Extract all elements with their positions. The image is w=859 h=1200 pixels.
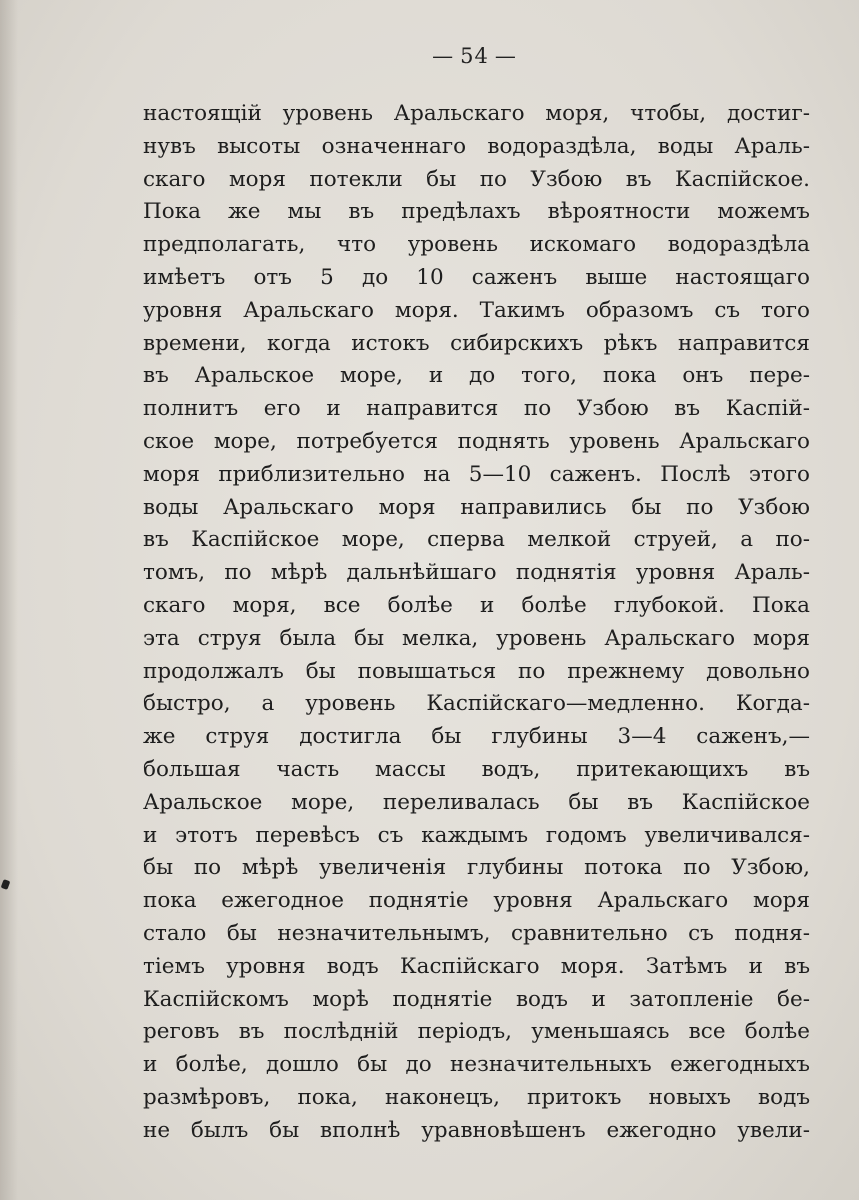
text-line: Аральское море, переливалась бы въ Каспійское xyxy=(143,789,810,815)
body-text xyxy=(143,98,810,1148)
page-number: 54 xyxy=(460,44,489,68)
text-line: уровня Аральскаго моря. Такимъ образомъ съ того xyxy=(143,297,810,323)
text-line: Пока же мы въ предѣлахъ вѣроятности можемъ xyxy=(143,199,810,225)
text-line: стало бы незначительнымъ, сравнительно съ подня- xyxy=(143,920,810,946)
text-line: и этотъ перевѣсъ съ каждымъ годомъ увеличивался- xyxy=(143,822,810,848)
page-number-dash-right: — xyxy=(494,44,517,68)
text-line: воды Аральскаго моря направились бы по Узбою xyxy=(143,494,810,520)
text-line: тіемъ уровня водъ Каспійскаго моря. Затѣмъ и въ xyxy=(143,953,810,979)
text-line: имѣетъ отъ 5 до 10 саженъ выше настоящаго xyxy=(143,264,810,290)
page-number-dash-left: — xyxy=(432,44,455,68)
text-line: настоящій уровень Аральскаго моря, чтобы, достиг- xyxy=(143,101,810,126)
text-line: предполагать, что уровень искомаго водораздѣла xyxy=(143,232,810,258)
text-line: пока ежегодное поднятіе уровня Аральскаго моря xyxy=(143,888,810,914)
text-line: же струя достигла бы глубины 3—4 саженъ,— xyxy=(143,724,810,750)
text-line: полнитъ его и направится по Узбою въ Каспій- xyxy=(143,396,810,422)
text-line: не былъ бы вполнѣ уравновѣшенъ ежегодно увели- xyxy=(143,1117,810,1143)
text-line: и болѣе, дошло бы до незначительныхъ ежегодныхъ xyxy=(143,1052,810,1078)
text-line: большая часть массы водъ, притекающихъ въ xyxy=(143,756,810,782)
text-line: ское море, потребуется поднять уровень Аральскаго xyxy=(143,428,810,454)
text-line: размѣровъ, пока, наконецъ, притокъ новыхъ водъ xyxy=(143,1084,810,1110)
text-line: нувъ высоты означеннаго водораздѣла, воды Араль- xyxy=(143,133,810,159)
text-line: реговъ въ послѣдній періодъ, уменьшаясь все болѣе xyxy=(143,1019,810,1045)
text-line: томъ, по мѣрѣ дальнѣйшаго поднятія уровня Араль- xyxy=(143,560,810,586)
text-line: времени, когда истокъ сибирскихъ рѣкъ направится xyxy=(143,330,810,356)
text-line: моря приблизительно на 5—10 саженъ. Послѣ этого xyxy=(143,461,810,487)
text-line: эта струя была бы мелка, уровень Аральскаго моря xyxy=(143,625,810,651)
text-line: быстро, а уровень Каспійскаго—медленно. Когда- xyxy=(143,691,810,717)
text-line: скаго моря потекли бы по Узбою въ Каспійское. xyxy=(143,166,810,192)
text-line: бы по мѣрѣ увеличенія глубины потока по Узбою, xyxy=(143,855,810,881)
text-line: Каспійскомъ морѣ поднятіе водъ и затопленіе бе- xyxy=(143,986,810,1012)
page-edge-shadow xyxy=(0,0,18,1200)
text-line: продолжалъ бы повышаться по прежнему довольно xyxy=(143,658,810,684)
text-line: въ Аральское море, и до того, пока онъ пере- xyxy=(143,363,810,389)
text-line: скаго моря, все болѣе и болѣе глубокой. Пока xyxy=(143,592,810,618)
page-number-header xyxy=(45,44,859,68)
text-line: въ Каспійское море, сперва мелкой струей, а по- xyxy=(143,527,810,553)
